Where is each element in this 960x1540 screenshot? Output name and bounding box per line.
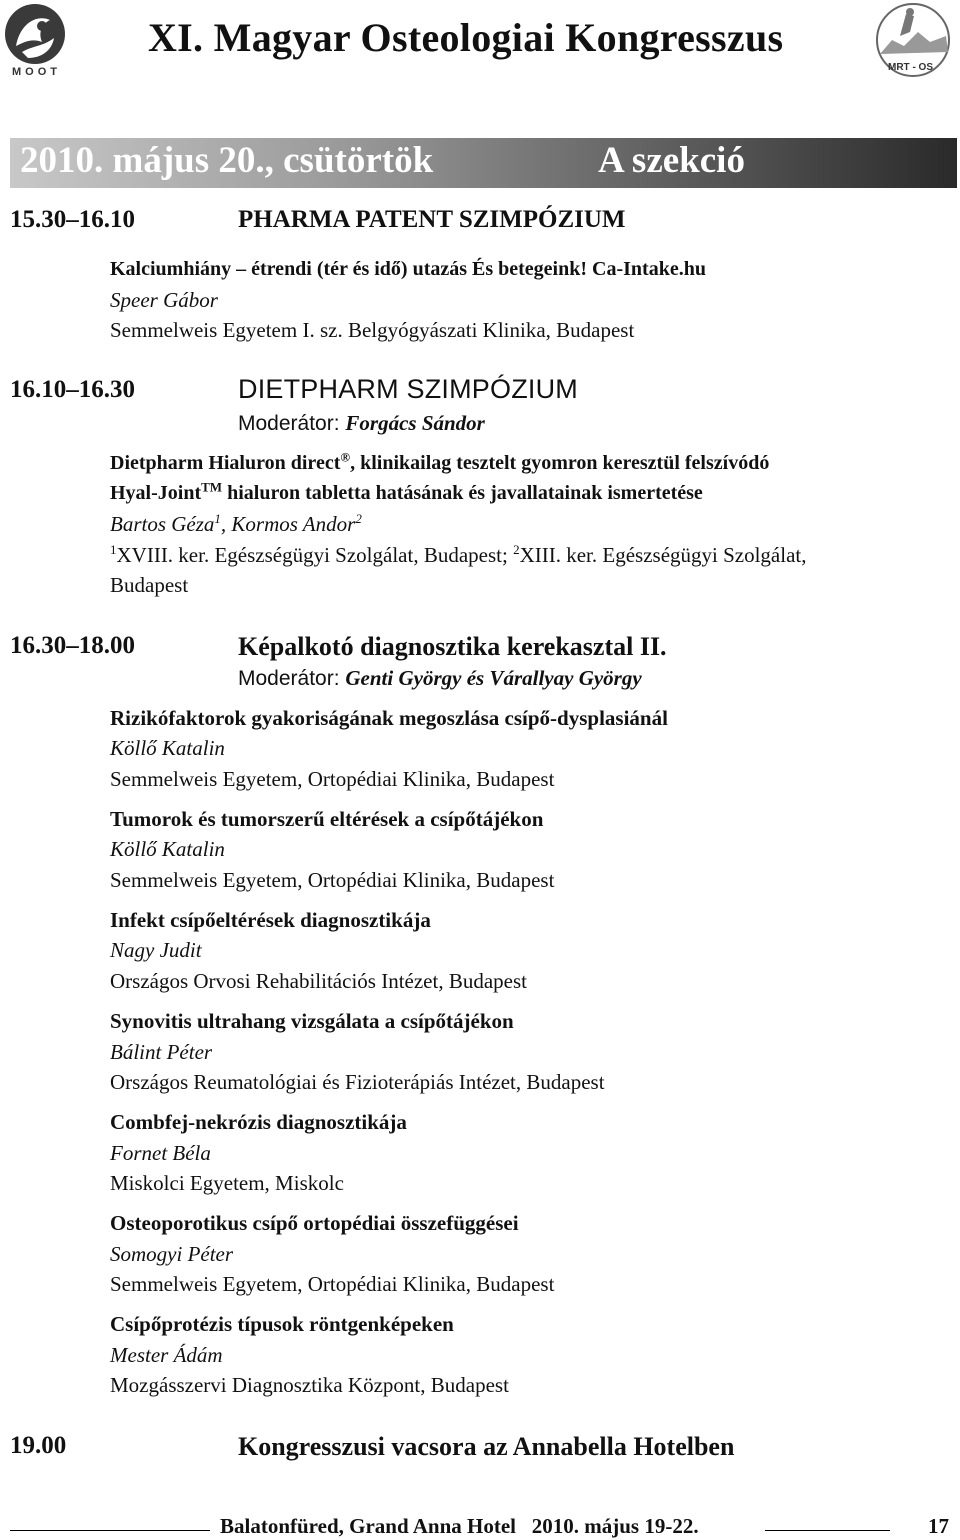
talk-title: Osteoporotikus csípő ortopédiai összefüggései: [110, 1211, 519, 1235]
footer-divider: [10, 1530, 210, 1531]
author-name: Kormos Andor: [231, 512, 356, 536]
talk-institution: [110, 543, 807, 568]
talk-author: Nagy Judit: [110, 938, 202, 962]
talk-title-part: , klinikailag tesztelt gyomron keresztül felszívódó: [350, 452, 770, 474]
talk-institution: Országos Reumatológiai és Fizioterápiás Intézet, Budapest: [110, 1070, 605, 1094]
mrt-os-logo: [870, 2, 956, 82]
talk-institution: Semmelweis Egyetem, Ortopédiai Klinika, Budapest: [110, 1272, 555, 1296]
talk-institution: Semmelweis Egyetem I. sz. Belgyógyászati Klinika, Budapest: [110, 318, 635, 342]
institution-name: XIII. ker. Egészségügyi Szolgálat,: [519, 543, 807, 567]
institution-name: XVIII. ker. Egészségügyi Szolgálat, Budapest;: [116, 543, 514, 567]
talk-author: Somogyi Péter: [110, 1242, 234, 1266]
talk-title-part: Dietpharm Hialuron direct: [110, 452, 341, 474]
moot-logo: [2, 2, 72, 82]
page-title: XI. Magyar Osteologiai Kongresszus: [148, 15, 784, 60]
mrt-os-logo-text: MRT - OS: [888, 62, 933, 73]
session-title: DIETPHARM SZIMPÓZIUM: [238, 374, 578, 404]
author-affiliation-mark: 2: [355, 511, 362, 526]
talk-author: Köllő Katalin: [110, 837, 225, 861]
talk-title: [110, 479, 703, 505]
talk-institution: Országos Orvosi Rehabilitációs Intézet, Budapest: [110, 969, 527, 993]
session-time: 16.10–16.30: [10, 376, 135, 403]
talk-author: Fornet Béla: [110, 1141, 211, 1165]
talk-authors: [110, 512, 362, 537]
footer-divider: [765, 1530, 890, 1531]
session-title: PHARMA PATENT SZIMPÓZIUM: [238, 206, 626, 233]
talk-institution: Mozgásszervi Diagnosztika Központ, Budapest: [110, 1373, 509, 1397]
talk-author: Köllő Katalin: [110, 736, 225, 760]
moderator-name: Forgács Sándor: [345, 411, 485, 435]
banner-section: A szekció: [598, 140, 745, 181]
banner-date: 2010. május 20., csütörtök: [20, 140, 434, 181]
talk-title: Infekt csípőeltérések diagnosztikája: [110, 908, 431, 932]
talk-institution: Semmelweis Egyetem, Ortopédiai Klinika, Budapest: [110, 868, 555, 892]
session-title: Kongresszusi vacsora az Annabella Hotelben: [238, 1432, 735, 1461]
author-affiliation-mark: 1: [214, 511, 221, 526]
talk-institution: Miskolci Egyetem, Miskolc: [110, 1171, 344, 1195]
talk-title: Synovitis ultrahang vizsgálata a csípőtájékon: [110, 1009, 514, 1033]
moderator-label: Moderátor:: [238, 412, 346, 435]
moderator-label: Moderátor:: [238, 667, 346, 690]
session-title: Képalkotó diagnosztika kerekasztal II.: [238, 632, 667, 661]
moot-logo-text: MOOT: [12, 66, 61, 78]
talk-title-part: Hyal-Joint: [110, 482, 202, 504]
talk-title: [110, 449, 770, 475]
talk-title: Rizikófaktorok gyakoriságának megoszlása csípő-dysplasiánál: [110, 706, 668, 730]
affiliation-mark: 1: [110, 542, 117, 557]
session-time: 16.30–18.00: [10, 632, 135, 659]
trademark-mark: TM: [201, 479, 223, 495]
talk-institution: Budapest: [110, 573, 189, 597]
talk-institution: Semmelweis Egyetem, Ortopédiai Klinika, Budapest: [110, 767, 555, 791]
moderator-name: Genti György és Várallyay György: [345, 666, 642, 690]
talk-title: Csípőprotézis típusok röntgenképeken: [110, 1312, 454, 1336]
session-moderator: [238, 666, 642, 691]
talk-title: Combfej-nekrózis diagnosztikája: [110, 1110, 407, 1134]
author-separator: ,: [220, 512, 232, 536]
footer-text: Balatonfüred, Grand Anna Hotel 2010. május 19-22.: [220, 1514, 699, 1538]
registered-mark: ®: [340, 449, 351, 465]
session-time: 15.30–16.10: [10, 206, 135, 233]
talk-title: Tumorok és tumorszerű eltérések a csípőtájékon: [110, 807, 544, 831]
talk-author: Mester Ádám: [110, 1343, 223, 1367]
talk-author: Bálint Péter: [110, 1040, 213, 1064]
author-name: Bartos Géza: [110, 512, 215, 536]
page-number: 17: [928, 1514, 949, 1538]
session-time: 19.00: [10, 1432, 67, 1459]
talk-title: Kalciumhiány – étrendi (tér és idő) utazás És betegeink! Ca-Intake.hu: [110, 258, 706, 280]
session-moderator: [238, 411, 485, 436]
affiliation-mark: 2: [513, 542, 520, 557]
talk-title-part: hialuron tabletta hatásának és javallatainak ismertetése: [222, 482, 703, 504]
talk-author: Speer Gábor: [110, 288, 218, 312]
